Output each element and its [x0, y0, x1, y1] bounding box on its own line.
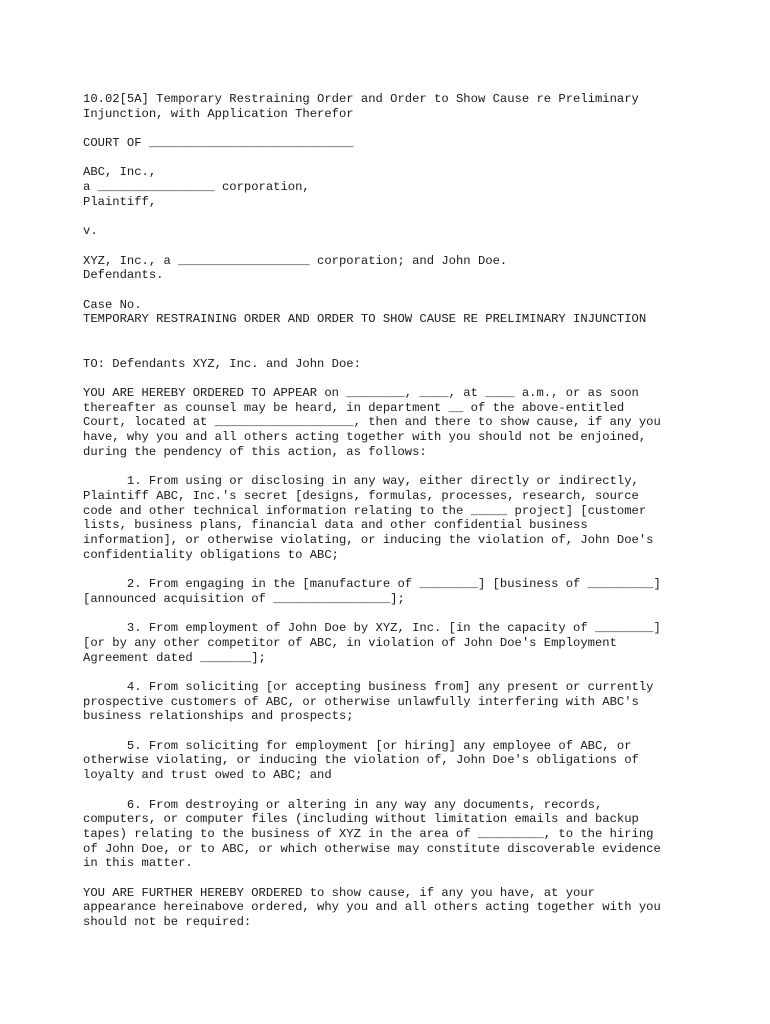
order-item-6: 6. From destroying or altering in any way any documents, records, computers, or computer files (including without limitation emails and backup tapes) relating to the business of XYZ in the area of _________, to the hiring of John Doe, or to ABC, or which otherwise may constitute discoverable evidence in this matter.: [83, 797, 661, 871]
order-intro-paragraph: YOU ARE HEREBY ORDERED TO APPEAR on ________, ____, at ____ a.m., or as soon thereafter as counsel may be heard, in department __ of the above-entitled Court, located at ___________________, then and there to show cause, if any you have, why you and all others acting together with you should not be enjoined, during the pendency of this action, as follows:: [83, 385, 661, 459]
case-caption: Case No. TEMPORARY RESTRAINING ORDER AND ORDER TO SHOW CAUSE RE PRELIMINARY INJUNCTION: [83, 297, 647, 327]
order-item-1: 1. From using or disclosing in any way, either directly or indirectly, Plaintiff ABC, Inc.'s secret [designs, formulas, processes, research, source code and other technical information relating to the _____ project] [customer lists, business plans, financial data and other confidential business information], or otherwise violating, or inducing the violation of, John Doe's confidentiality obligations to ABC;: [83, 474, 654, 562]
order-item-5: 5. From soliciting for employment [or hiring] any employee of ABC, or otherwise violating, or inducing the violation of, John Doe's obligations of loyalty and trust owed to ABC; and: [83, 738, 639, 783]
further-order-paragraph: YOU ARE FURTHER HEREBY ORDERED to show cause, if any you have, at your appearance hereinabove ordered, why you and all others acting together with you should not be required:: [83, 885, 661, 930]
plaintiff-block: ABC, Inc., a ________________ corporation, Plaintiff,: [83, 165, 310, 209]
defendants-block: XYZ, Inc., a __________________ corporation; and John Doe. Defendants.: [83, 253, 508, 283]
document-page: [83, 92, 683, 945]
order-item-4: 4. From soliciting [or accepting business from] any present or currently prospective customers of ABC, or otherwise unlawfully interfering with ABC's business relationships and prospects;: [83, 679, 654, 724]
addressee-line: TO: Defendants XYZ, Inc. and John Doe:: [83, 356, 361, 371]
court-line: COURT OF ____________________________: [83, 136, 354, 151]
document-heading: 10.02[5A] Temporary Restraining Order and Order to Show Cause re Preliminary Injunction, with Application Therefor: [83, 92, 639, 121]
order-item-3: 3. From employment of John Doe by XYZ, Inc. [in the capacity of ________] [or by any other competitor of ABC, in violation of John Doe's Employment Agreement dated _______];: [83, 621, 661, 665]
order-item-2: 2. From engaging in the [manufacture of ________] [business of _________] [announced acquisition of ________________];: [83, 577, 661, 606]
versus-line: v.: [83, 224, 98, 239]
